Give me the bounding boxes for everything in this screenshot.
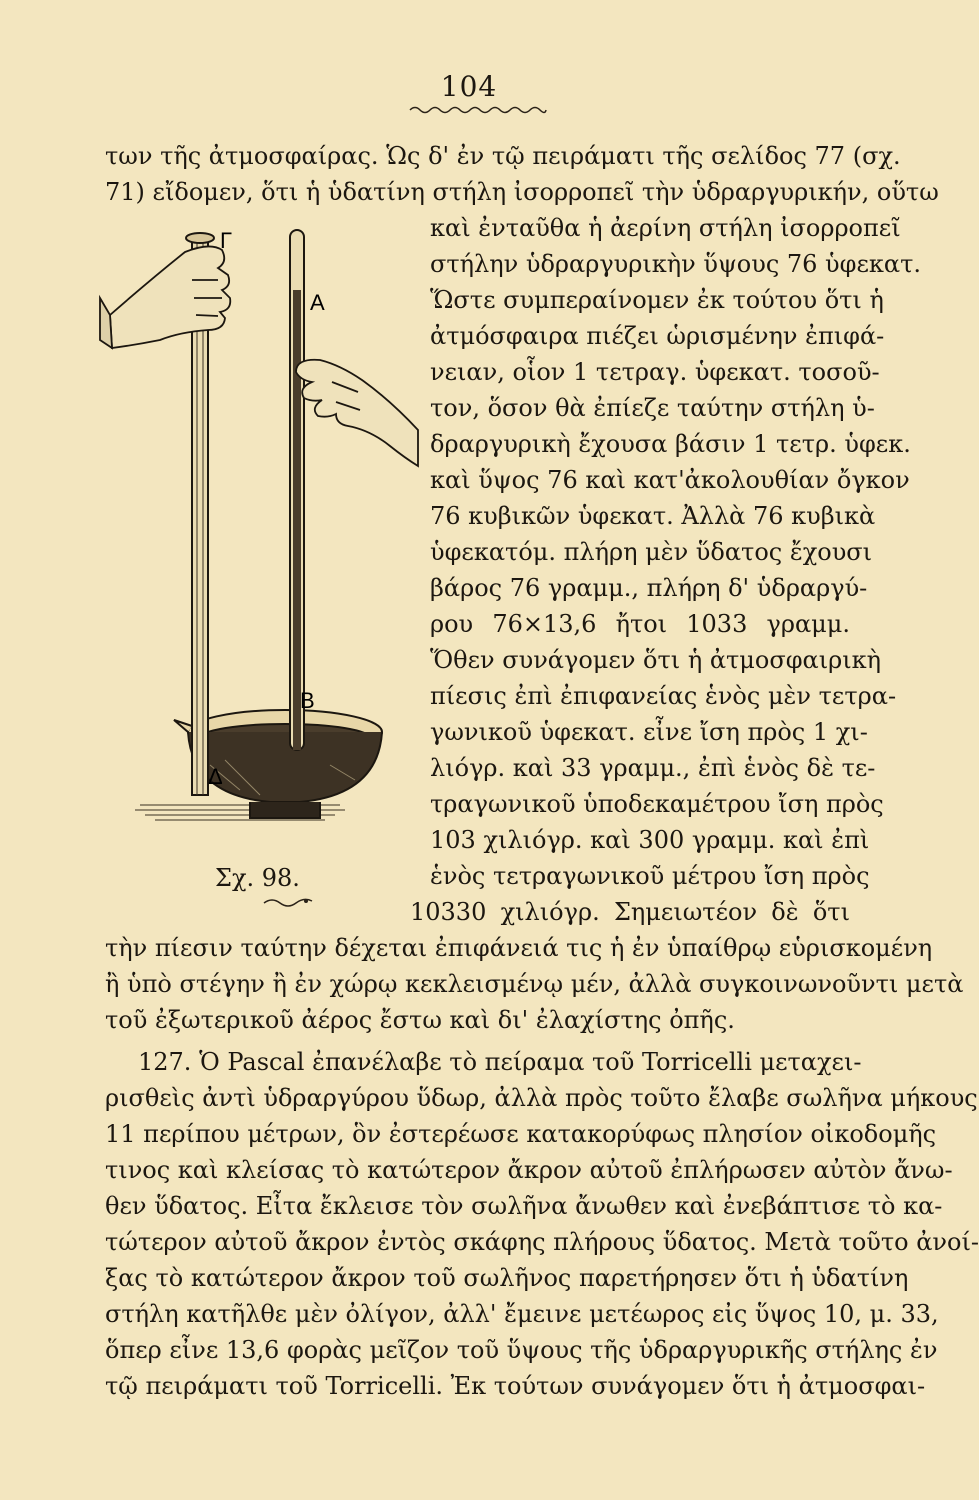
text-line: βάρος 76 γραμμ., πλήρη δ' ὑδραργύ- [430,574,868,602]
text-line: ἀτμόσφαιρα πιέζει ὡρισμένην ἐπιφά- [430,322,885,350]
text-line: 103 χιλιόγρ. καὶ 300 γραμμ. καὶ ἐπὶ [430,826,870,854]
engraver-signature-mark [262,895,318,907]
label-delta: Δ [208,764,223,789]
label-alpha: Α [310,290,325,315]
text-line: 76 κυβικῶν ὑφεκατ. Ἀλλὰ 76 κυβικὰ [430,502,876,530]
text-line: θεν ὕδατος. Εἶτα ἔκλεισε τὸν σωλῆνα ἄνωθεν καὶ ἐνεβάπτισε τὸ κα- [105,1192,943,1220]
text-line: ρισθεὶς ἀντὶ ὑδραργύρου ὕδωρ, ἀλλὰ πρὸς τοῦτο ἔλαβε σωλῆνα μήκους [105,1084,978,1112]
text-line: Ὥστε συμπεραίνομεν ἐκ τούτου ὅτι ἡ [430,286,884,314]
tube-right [290,230,304,750]
text-line: στήλη κατῆλθε μὲν ὀλίγον, ἀλλ' ἔμεινε μετέωρος εἰς ὕψος 10, μ. 33, [105,1300,939,1328]
text-line: καὶ ἐνταῦθα ἡ ἀερίνη στήλη ἰσορροπεῖ [430,214,901,242]
text-line: νειαν, οἷον 1 τετραγ. ὑφεκατ. τοσοῦ- [430,358,880,386]
page-number: 104 [440,70,498,103]
text-line: 11 περίπου μέτρων, ὃν ἐστερέωσε κατακορύφως πλησίον οἰκοδομῆς [105,1120,937,1148]
text-line: ὑφεκατόμ. πλήρη μὲν ὕδατος ἔχουσι [430,538,873,566]
text-line: στήλην ὑδραργυρικὴν ὕψους 76 ὑφεκατ. [430,250,921,278]
text-line: τὴν πίεσιν ταύτην δέχεται ἐπιφάνειά τις ἡ ἐν ὑπαίθρῳ εὑρισκομένη [105,934,933,962]
text-line: τοῦ ἐξωτερικοῦ ἀέρος ἔστω καὶ δι' ἐλαχίστης ὀπῆς. [105,1006,735,1034]
text-line: 10330 χιλιόγρ. Σημειωτέον δὲ ὅτι [410,898,850,926]
text-line: 71) εἴδομεν, ὅτι ἡ ὑδατίνη στήλη ἰσορροπεῖ τὴν ὑδραργυρικήν, οὕτω [105,178,939,206]
text-line: τραγωνικοῦ ὑποδεκαμέτρου ἴση πρὸς [430,790,884,818]
experiment-illustration [100,220,420,920]
text-line: τώτερον αὐτοῦ ἄκρον ἐντὸς σκάφης πλήρους ὕδατος. Μετὰ τοῦτο ἀνοί- [105,1228,979,1256]
text-line: ἢ ὑπὸ στέγην ἢ ἐν χώρῳ κεκλεισμένῳ μέν, ἀλλὰ συγκοινωνοῦντι μετὰ [105,970,964,998]
text-line: ρου 76×13,6 ἤτοι 1033 γραμμ. [430,610,850,638]
text-line: ξας τὸ κατώτερον ἄκρον τοῦ σωλῆνος παρετήρησεν ὅτι ἡ ὑδατίνη [105,1264,909,1292]
text-line: καὶ ὕψος 76 καὶ κατ'ἀκολουθίαν ὄγκον [430,466,910,494]
text-line: τῷ πειράματι τοῦ Torricelli. Ἐκ τούτων συνάγομεν ὅτι ἡ ἀτμοσφαι- [105,1372,926,1400]
text-line: τον, ὅσον θὰ ἐπίεζε ταύτην στήλη ὑ- [430,394,875,422]
text-line: ὅπερ εἶνε 13,6 φορὰς μεῖζον τοῦ ὕψους τῆς ὑδραργυρικῆς στήλης ἐν [105,1336,938,1364]
text-line: Ὅθεν συνάγομεν ὅτι ἡ ἀτμοσφαιρικὴ [430,646,882,674]
figure-caption: Σχ. 98. [215,864,300,892]
text-line: των τῆς ἀτμοσφαίρας. Ὡς δ' ἐν τῷ πειράματι τῆς σελίδος 77 (σχ. [105,142,901,170]
text-line: πίεσις ἐπὶ ἐπιφανείας ἑνὸς μὲν τετρα- [430,682,897,710]
right-hand [296,360,418,466]
text-line: ἑνὸς τετραγωνικοῦ μέτρου ἴση πρὸς [430,862,870,890]
paragraph-127-start: 127. Ὁ Pascal ἐπανέλαβε τὸ πείραμα τοῦ Torricelli μεταχει- [138,1048,862,1076]
label-beta: Β [300,688,315,713]
label-gamma: Γ [220,228,233,253]
text-line: λιόγρ. καὶ 33 γραμμ., ἐπὶ ἑνὸς δὲ τε- [430,754,876,782]
text-line: τινος καὶ κλείσας τὸ κατώτερον ἄκρον αὐτοῦ ἐπλήρωσεν αὐτὸν ἄνω- [105,1156,953,1184]
left-hand [100,246,230,348]
page-number-ornament [408,104,548,116]
text-line: γωνικοῦ ὑφεκατ. εἶνε ἴση πρὸς 1 χι- [430,718,868,746]
text-line: δραργυρικὴ ἔχουσα βάσιν 1 τετρ. ὑφεκ. [430,430,911,458]
